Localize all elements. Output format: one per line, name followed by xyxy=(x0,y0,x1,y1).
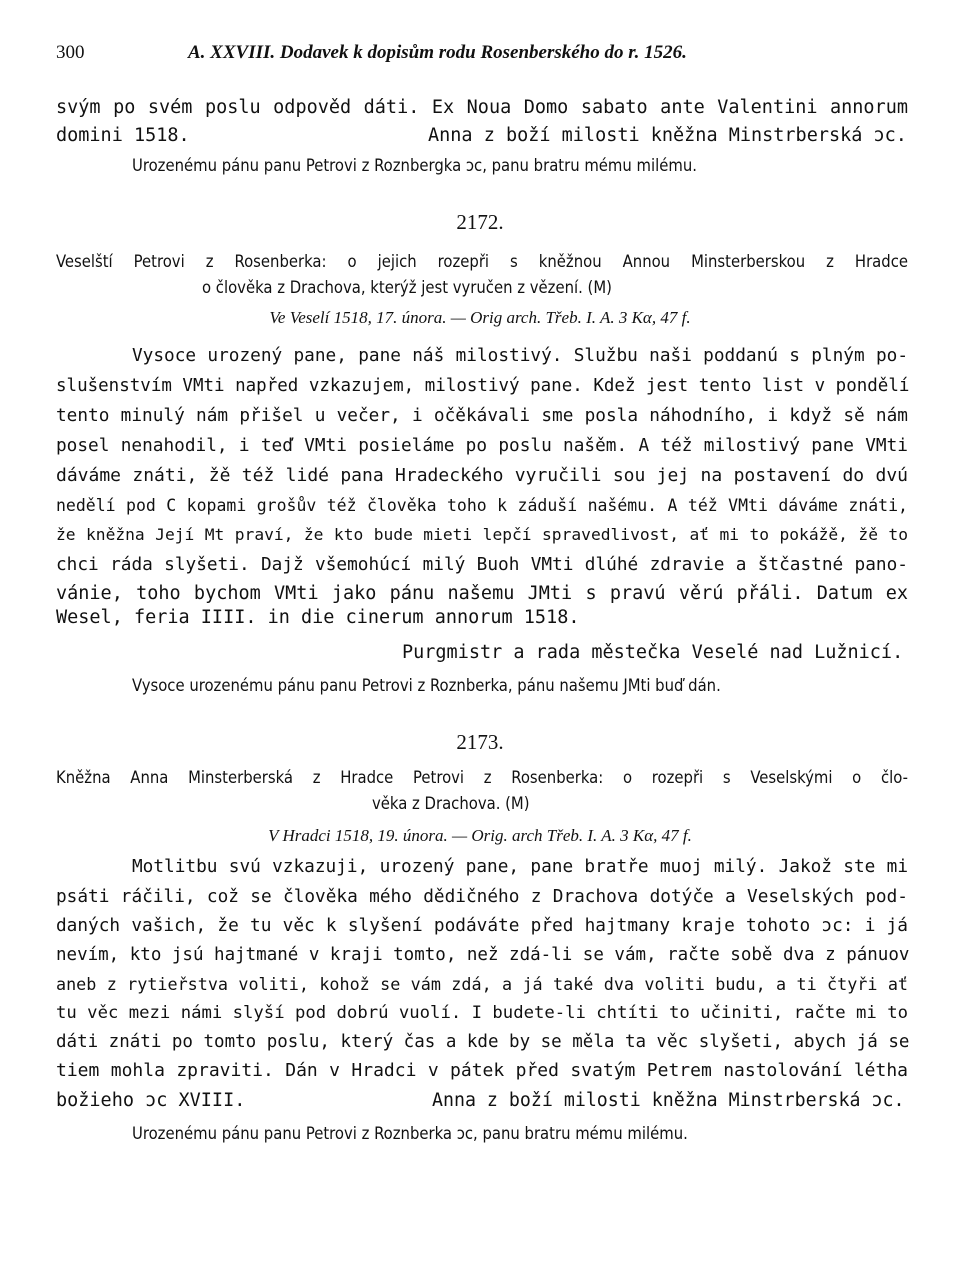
body-2173-line-5: aneb z rytieřstva voliti, kohož se vám zdá, a já také dva voliti budu, a ti čtyři ať xyxy=(56,974,908,994)
heading-2173-line-1: Kněžna Anna Minsterberská z Hradce Petrovi z Rosenberka: o rozepři s Veselskými o člo- xyxy=(56,768,908,787)
heading-2172-line-2: o člověka z Drachova, kterýž jest vyručen z vězení. (M) xyxy=(202,278,612,297)
signature-2172: Purgmistr a rada městečka Veselé nad Lužnicí. xyxy=(402,642,904,663)
page-number: 300 xyxy=(56,42,85,63)
source-2172: Ve Veselí 1518, 17. února. — Orig arch. Třeb. I. A. 3 Kα, 47 f. xyxy=(269,308,691,327)
intro-signature: Anna z boží milosti kněžna Minstrberská ɔc. xyxy=(428,125,907,146)
body-2172-line-4: posel nenahodil, i teď VMti posieláme po poslu našěm. A též milostivý pane VMti xyxy=(56,436,908,456)
intro-address: Urozenému pánu panu Petrovi z Roznbergka ɔc, panu bratru mému milému. xyxy=(132,156,697,175)
body-2173-line-3: daných vašich, že tu věc k slyšení podáváte před hajtmany kraje tohoto ɔc: i já xyxy=(56,916,908,936)
body-2172-line-5: dáváme znáti, žě též lidé pana Hradeckého vyručili sou jej na postavení do dvú xyxy=(56,465,908,486)
body-2172-line-7: že kněžna Její Mt praví, že kto bude mieti lepčí spravedlivost, ať mi to pokážě, žě to xyxy=(56,525,908,544)
body-2173-line-1: Motlitbu svú vzkazuji, urozený pane, pane bratře muoj milý. Jakož ste mi xyxy=(132,857,908,877)
intro-line-2-left: domini 1518. xyxy=(56,125,190,146)
body-2172-line-3: tento minulý nám přišel u večer, i očěkávali sme posla náhodního, i když sě nám xyxy=(56,406,908,426)
body-2173-line-8: tiem mohla zpraviti. Dán v Hradci v pátek před svatým Petrem nastolování létha xyxy=(56,1060,908,1081)
address-2173: Urozenému pánu panu Petrovi z Roznberka ɔc, panu bratru mému milému. xyxy=(132,1124,688,1143)
running-header xyxy=(56,42,904,70)
document-number-2172: 2172. xyxy=(456,210,504,234)
source-2173: V Hradci 1518, 19. února. — Orig. arch Třeb. I. A. 3 Kα, 47 f. xyxy=(268,826,692,845)
document-number-2173: 2173. xyxy=(456,730,504,754)
body-2173-line-4: nevím, kto jsú hajtmané v kraji tomto, než zdá-li se vám, račte sobě dva z pánuov xyxy=(56,945,910,965)
body-2172-line-1: Vysoce urozený pane, pane náš milostivý. Službu naši poddanú s plným po- xyxy=(132,346,908,366)
intro-line-1: svým po svém poslu odpověd dáti. Ex Noua Domo sabato ante Valentini annorum xyxy=(56,97,908,118)
signature-2173: Anna z boží milosti kněžna Minstrberská ɔc. xyxy=(432,1090,905,1111)
heading-2172-line-1: Veselští Petrovi z Rosenberka: o jejich rozepři s kněžnou Annou Minsterberskou z Hradce xyxy=(56,252,908,271)
running-title: A. XXVIII. Dodavek k dopisům rodu Rosenberského do r. 1526. xyxy=(188,42,687,63)
body-2173-line-2: psáti ráčili, což se člověka mého dědičného z Drachova dotýče a Veselských pod- xyxy=(56,887,908,907)
body-2173-line-6: tu věc mezi námi slyší pod dobrú vuolí. I budete-li chtíti to učiniti, račte mi to xyxy=(56,1003,908,1023)
closing-2173-left: božieho ɔc XVIII. xyxy=(56,1090,246,1111)
body-2172-line-6: nedělí pod C kopami grošův též člověka toho k záduší našému. A též VMti dáváme znáti, xyxy=(56,496,908,515)
body-2172-line-9: vánie, toho bychom VMti jako pánu našemu JMti s pravú věrú přáli. Datum ex xyxy=(56,583,908,604)
heading-2173-line-2: věka z Drachova. (M) xyxy=(372,794,530,813)
body-2172-line-10: Wesel, feria IIII. in die cinerum annorum 1518. xyxy=(56,607,580,628)
body-2172-line-8: chci ráda slyšeti. Dajž všemohúcí milý Buoh VMti dlúhé zdravie a štčastné pano- xyxy=(56,555,908,575)
address-2172: Vysoce urozenému pánu panu Petrovi z Roznberka, pánu našemu JMti buď dán. xyxy=(132,676,721,695)
body-2173-line-7: dáti znáti po tomto poslu, který čas a kde by se měla ta věc slyšeti, abych já se xyxy=(56,1032,910,1052)
body-2172-line-2: slušenstvím VMti napřed vzkazujem, milostivý pane. Kdež jest tento list v pondělí xyxy=(56,376,910,396)
